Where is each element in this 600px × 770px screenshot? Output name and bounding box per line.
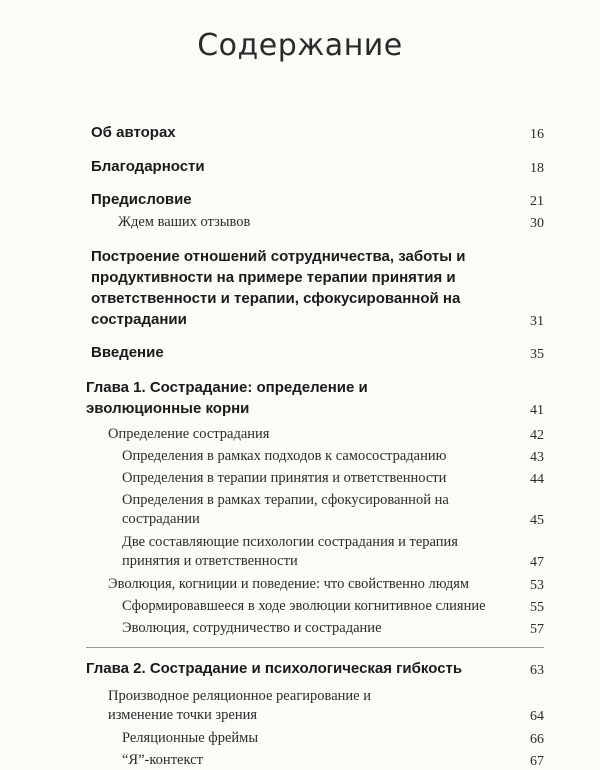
- section-divider: [86, 647, 544, 648]
- toc-page-number: 44: [530, 472, 544, 487]
- toc-entry-title: Благодарности: [91, 158, 205, 175]
- toc-entry: [0, 597, 600, 616]
- toc-entry-title: Реляционные фреймы: [122, 730, 259, 746]
- toc-entry: [0, 751, 600, 770]
- toc-entry-title: “Я”-контекст: [122, 752, 203, 768]
- toc-entry-title: Эволюция, сотрудничество и сострадание: [122, 620, 382, 636]
- toc-entry: [0, 687, 600, 725]
- toc-page-number: 67: [530, 754, 544, 769]
- table-of-contents: [0, 122, 600, 770]
- page-title: Содержание: [197, 28, 403, 63]
- toc-entry: [0, 533, 600, 571]
- toc-entry: [0, 729, 600, 748]
- toc-page-number: 30: [530, 216, 544, 231]
- toc-page-number: 16: [530, 127, 544, 142]
- toc-entry-title: Определение сострадания: [108, 426, 270, 442]
- toc-page-number: 18: [530, 161, 544, 176]
- toc-entry: [0, 213, 600, 232]
- toc-page-number: 53: [530, 578, 544, 593]
- toc-entry-title: Две составляющие психологии сострадания и терапия принятия и ответственности: [122, 534, 458, 569]
- toc-entry: [0, 246, 600, 330]
- toc-entry-title: Ждем ваших отзывов: [118, 214, 251, 230]
- toc-entry: [0, 619, 600, 638]
- toc-entry-title: Эволюция, когниции и поведение: что свойственно людям: [108, 576, 470, 592]
- toc-page-number: 45: [530, 513, 544, 528]
- toc-entry: [0, 342, 600, 363]
- toc-page-number: 31: [530, 314, 544, 329]
- toc-entry-title: Сформировавшееся в ходе эволюции когнитивное слияние: [122, 598, 486, 614]
- toc-entry-title: Построение отношений сотрудничества, заботы и продуктивности на примере терапии принятия и ответственности и терапии, сфокусированной на сострадании: [91, 248, 466, 328]
- toc-chapter-entry: [0, 658, 600, 679]
- toc-page-number: 57: [530, 622, 544, 637]
- toc-page-number: 43: [530, 450, 544, 465]
- toc-page-number: 21: [530, 194, 544, 209]
- toc-entry: [0, 575, 600, 594]
- toc-entry: [0, 156, 600, 177]
- toc-page-number: 47: [530, 555, 544, 570]
- toc-page-number: 66: [530, 732, 544, 747]
- toc-entry-title: Введение: [91, 344, 164, 361]
- toc-entry: [0, 122, 600, 143]
- toc-page-number: 55: [530, 600, 544, 615]
- toc-page-number: 42: [530, 428, 544, 443]
- toc-chapter-entry: [0, 377, 600, 419]
- toc-entry-title: Определения в терапии принятия и ответственности: [122, 470, 447, 486]
- toc-page-number: 41: [530, 403, 544, 418]
- toc-entry-title: Определения в рамках подходов к самосостраданию: [122, 448, 447, 464]
- toc-entry: [0, 469, 600, 488]
- toc-entry: [0, 189, 600, 210]
- toc-page-number: 63: [530, 663, 544, 678]
- toc-entry: [0, 491, 600, 529]
- toc-entry-title: Глава 1. Сострадание: определение и эволюционные корни: [86, 379, 368, 417]
- toc-entry: [0, 447, 600, 466]
- toc-entry-title: Определения в рамках терапии, сфокусированной на сострадании: [122, 492, 449, 527]
- toc-entry-title: Об авторах: [91, 124, 176, 141]
- toc-entry: [0, 425, 600, 444]
- toc-page-number: 64: [530, 709, 544, 724]
- toc-entry-title: Предисловие: [91, 191, 192, 208]
- toc-page-number: 35: [530, 347, 544, 362]
- toc-entry-title: Производное реляционное реагирование и изменение точки зрения: [108, 688, 371, 723]
- toc-entry-title: Глава 2. Сострадание и психологическая гибкость: [86, 660, 463, 677]
